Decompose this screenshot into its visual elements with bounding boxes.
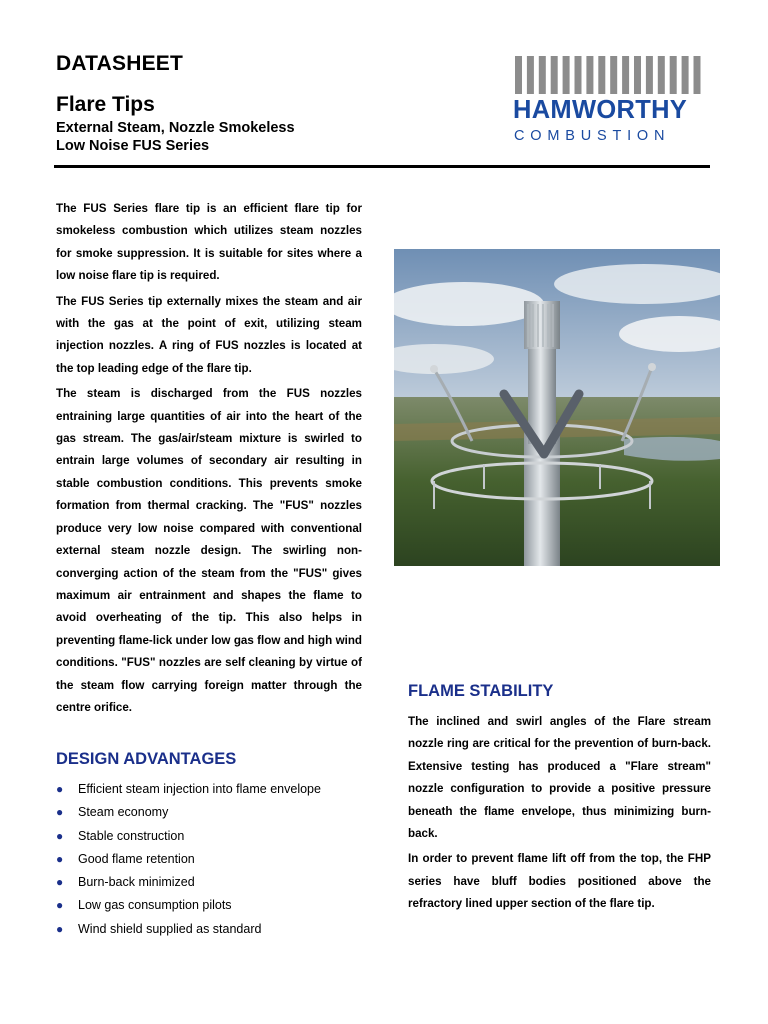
flare-tip-illustration [394, 249, 720, 566]
logo-bar [598, 56, 605, 94]
bullet-icon: ● [56, 875, 64, 890]
list-item [56, 872, 321, 895]
logo-bar [646, 56, 653, 94]
logo-bar [694, 56, 701, 94]
logo-bar [563, 56, 570, 94]
bullet-icon: ● [56, 828, 64, 843]
bullet-icon: ● [56, 921, 64, 936]
flare-tip-photo [394, 249, 720, 566]
flame-stability-paragraph: In order to prevent flame lift off from the top, the FHP series have bluff bodies positioned above the refractory lined upper section of the flare tip. [408, 852, 711, 911]
list-item-label: Low gas consumption pilots [78, 898, 232, 913]
list-item-label: Burn-back minimized [78, 875, 195, 890]
list-item [56, 919, 321, 942]
header-divider [54, 165, 710, 168]
logo-company-division: COMBUSTION [514, 128, 671, 144]
intro-text [56, 198, 362, 722]
logo-bar [622, 56, 629, 94]
bullet-icon: ● [56, 898, 64, 913]
logo-bar [610, 56, 617, 94]
intro-paragraph: The steam is discharged from the FUS nozzles entraining large quantities of air into the heart of the gas stream. The gas/air/steam mixture is swirled to entrain large volumes of secondary air resulting in stable combustion conditions. This prevents smoke formation from thermal cracking. The "FUS" nozzles produce very low noise compared with conventional external steam nozzle design. The swirling non-converging action of the steam from the "FUS" gives maximum air entrainment and shapes the flame to avoid overheating of the tip. This also helps in preventing flame-lick under low gas flow and high wind conditions. "FUS" nozzles are self cleaning by virtue of the steam flow carrying foreign matter through the centre orifice. [56, 387, 362, 714]
list-item-label: Good flame retention [78, 851, 195, 866]
list-item-label: Wind shield supplied as standard [78, 921, 262, 936]
list-item-label: Stable construction [78, 828, 185, 843]
logo-bar [670, 56, 677, 94]
flame-stability-paragraph: The inclined and swirl angles of the Flare stream nozzle ring are critical for the prevention of burn-back. Extensive testing has produced a "Flare stream" nozzle configuration to provide a positive pressure beneath the flame envelope, thus minimizing burn-back. [408, 715, 711, 841]
intro-paragraph: The FUS Series flare tip is an efficient flare tip for smokeless combustion which utilizes steam nozzles for smoke suppression. It is suitable for sites where a low noise flare tip is required. [56, 202, 362, 283]
logo-bars-icon [515, 56, 703, 96]
page-title: Flare Tips [56, 93, 155, 116]
list-item-label: Steam economy [78, 805, 169, 820]
design-advantages-list [56, 779, 321, 942]
company-logo [513, 56, 703, 148]
intro-paragraph: The FUS Series tip externally mixes the steam and air with the gas at the point of exit, utilizing steam injection nozzles. A ring of FUS nozzles is located at the top leading edge of the flare tip. [56, 294, 362, 375]
list-item [56, 779, 321, 802]
bullet-icon: ● [56, 782, 64, 796]
logo-bar [634, 56, 641, 94]
flame-stability-heading: FLAME STABILITY [408, 682, 554, 700]
bullet-icon: ● [56, 851, 64, 866]
design-advantages-heading: DESIGN ADVANTAGES [56, 750, 237, 768]
page-subtitle-line-2: Low Noise FUS Series [56, 138, 210, 154]
flame-stability-text [408, 711, 711, 919]
logo-bar [551, 56, 558, 94]
logo-bar [527, 56, 534, 94]
logo-bar [682, 56, 689, 94]
list-item [56, 895, 321, 918]
logo-bar [575, 56, 582, 94]
list-item [56, 802, 321, 825]
logo-bar [515, 56, 522, 94]
list-item-label: Efficient steam injection into flame envelope [78, 782, 321, 796]
bullet-icon: ● [56, 805, 64, 820]
logo-bar [539, 56, 546, 94]
logo-bar [586, 56, 593, 94]
list-item [56, 849, 321, 872]
logo-company-name: HAMWORTHY [513, 96, 688, 124]
logo-bar [658, 56, 665, 94]
page-subtitle-line-1: External Steam, Nozzle Smokeless [56, 120, 295, 136]
document-type-label: DATASHEET [56, 52, 184, 75]
list-item [56, 826, 321, 849]
